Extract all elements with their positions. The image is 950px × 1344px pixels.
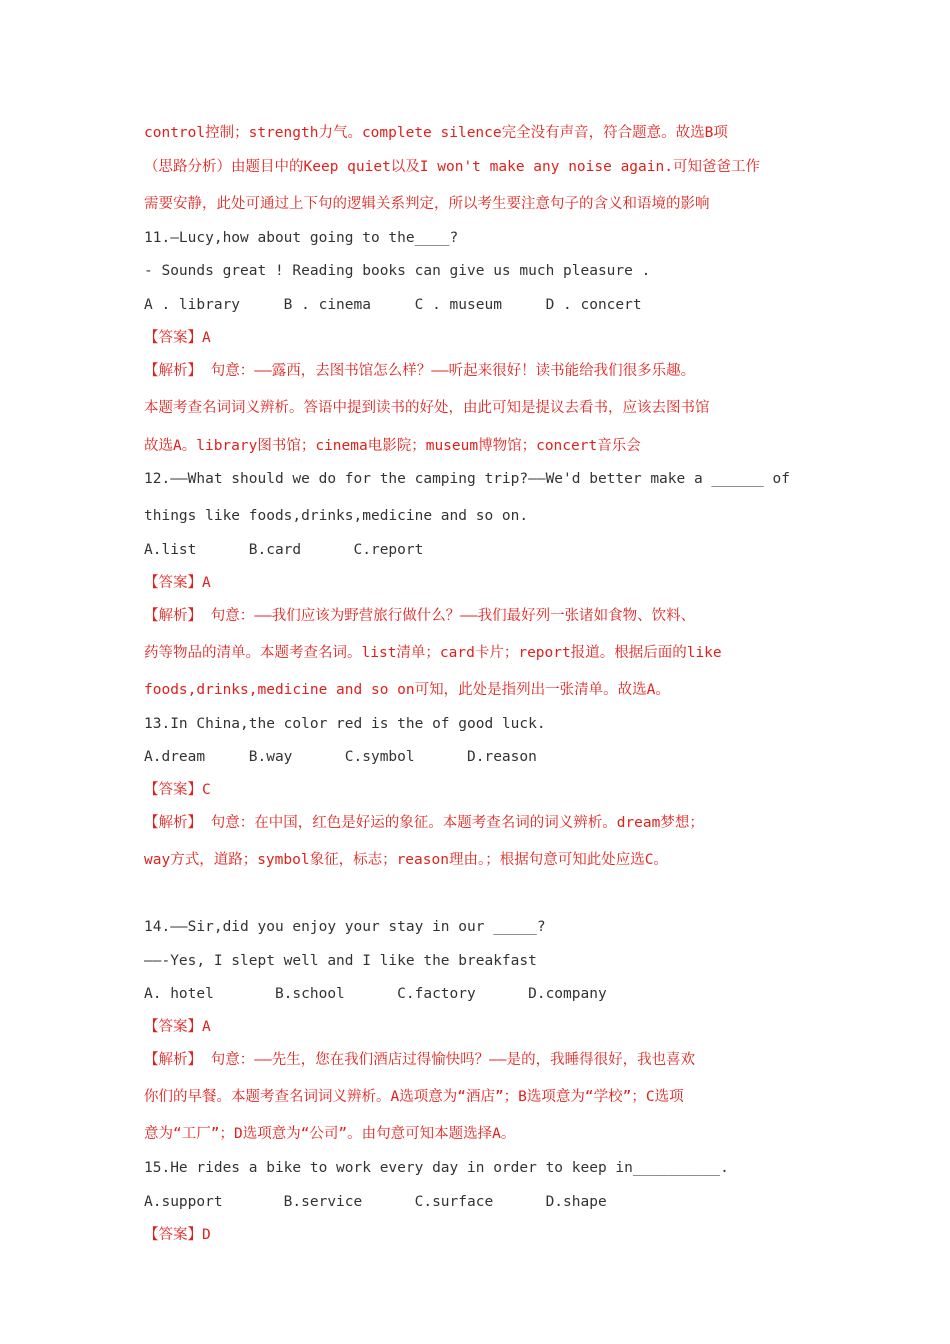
question-11-explanation: 【解析】 句意：——露西，去图书馆怎么样？——听起来很好！读书能给我们很多乐趣。 xyxy=(144,363,696,379)
question-14-explanation: 意为“工厂”；D选项意为“公司”。由句意可知本题选择A。 xyxy=(144,1126,516,1142)
question-11-explanation: 本题考查名词词义辨析。答语中提到读书的好处，由此可知是提议去看书，应该去图书馆 xyxy=(144,400,710,416)
question-12-options: A.list B.card C.report xyxy=(144,542,424,558)
question-15-answer: 【答案】D xyxy=(144,1227,211,1243)
explanation-line: 需要安静，此处可通过上下句的逻辑关系判定，所以考生要注意句子的含义和语境的影响 xyxy=(144,196,710,212)
question-12-explanation: 【解析】 句意：——我们应该为野营旅行做什么？——我们最好列一张诸如食物、饮料、 xyxy=(144,608,696,624)
question-13-answer: 【答案】C xyxy=(144,782,211,798)
question-13-options: A.dream B.way C.symbol D.reason xyxy=(144,749,537,765)
question-12-answer: 【答案】A xyxy=(144,575,211,591)
question-12-stem: things like foods,drinks,medicine and so on. xyxy=(144,508,529,524)
explanation-line: （思路分析）由题目中的Keep quiet以及I won't make any noise again.可知爸爸工作 xyxy=(144,159,760,175)
question-15-options: A.support B.service C.surface D.shape xyxy=(144,1194,607,1210)
question-11-options: A . library B . cinema C . museum D . concert xyxy=(144,297,642,313)
question-12-stem: 12.——What should we do for the camping trip?——We'd better make a ______ of xyxy=(144,471,791,487)
explanation-line: control控制；strength力气。complete silence完全没有声音，符合题意。故选B项 xyxy=(144,125,728,141)
question-14-answer: 【答案】A xyxy=(144,1019,211,1035)
question-14-reply: ——-Yes, I slept well and I like the breakfast xyxy=(144,953,537,969)
question-12-explanation: foods,drinks,medicine and so on可知，此处是指列出一张清单。故选A。 xyxy=(144,682,670,698)
question-14-options: A. hotel B.school C.factory D.company xyxy=(144,986,607,1002)
question-13-explanation: 【解析】 句意：在中国，红色是好运的象征。本题考查名词的词义辨析。dream梦想； xyxy=(144,815,704,831)
question-14-explanation: 【解析】 句意：——先生，您在我们酒店过得愉快吗？——是的，我睡得很好，我也喜欢 xyxy=(144,1052,696,1068)
question-15-stem: 15.He rides a bike to work every day in order to keep in__________. xyxy=(144,1160,729,1176)
question-13-stem: 13.In China,the color red is the of good luck. xyxy=(144,716,546,732)
question-13-explanation: way方式，道路；symbol象征，标志；reason理由。；根据句意可知此处应选C。 xyxy=(144,852,668,868)
question-11-reply: - Sounds great ! Reading books can give us much pleasure . xyxy=(144,263,651,279)
question-12-explanation: 药等物品的清单。本题考查名词。list清单；card卡片；report报道。根据后面的like xyxy=(144,645,722,661)
question-11-stem: 11.—Lucy,how about going to the____? xyxy=(144,230,459,246)
question-11-answer: 【答案】A xyxy=(144,330,211,346)
question-14-stem: 14.——Sir,did you enjoy your stay in our _____? xyxy=(144,919,546,935)
question-11-explanation: 故选A。library图书馆；cinema电影院；museum博物馆；concert音乐会 xyxy=(144,438,641,454)
question-14-explanation: 你们的早餐。本题考查名词词义辨析。A选项意为“酒店”；B选项意为“学校”；C选项 xyxy=(144,1089,684,1105)
